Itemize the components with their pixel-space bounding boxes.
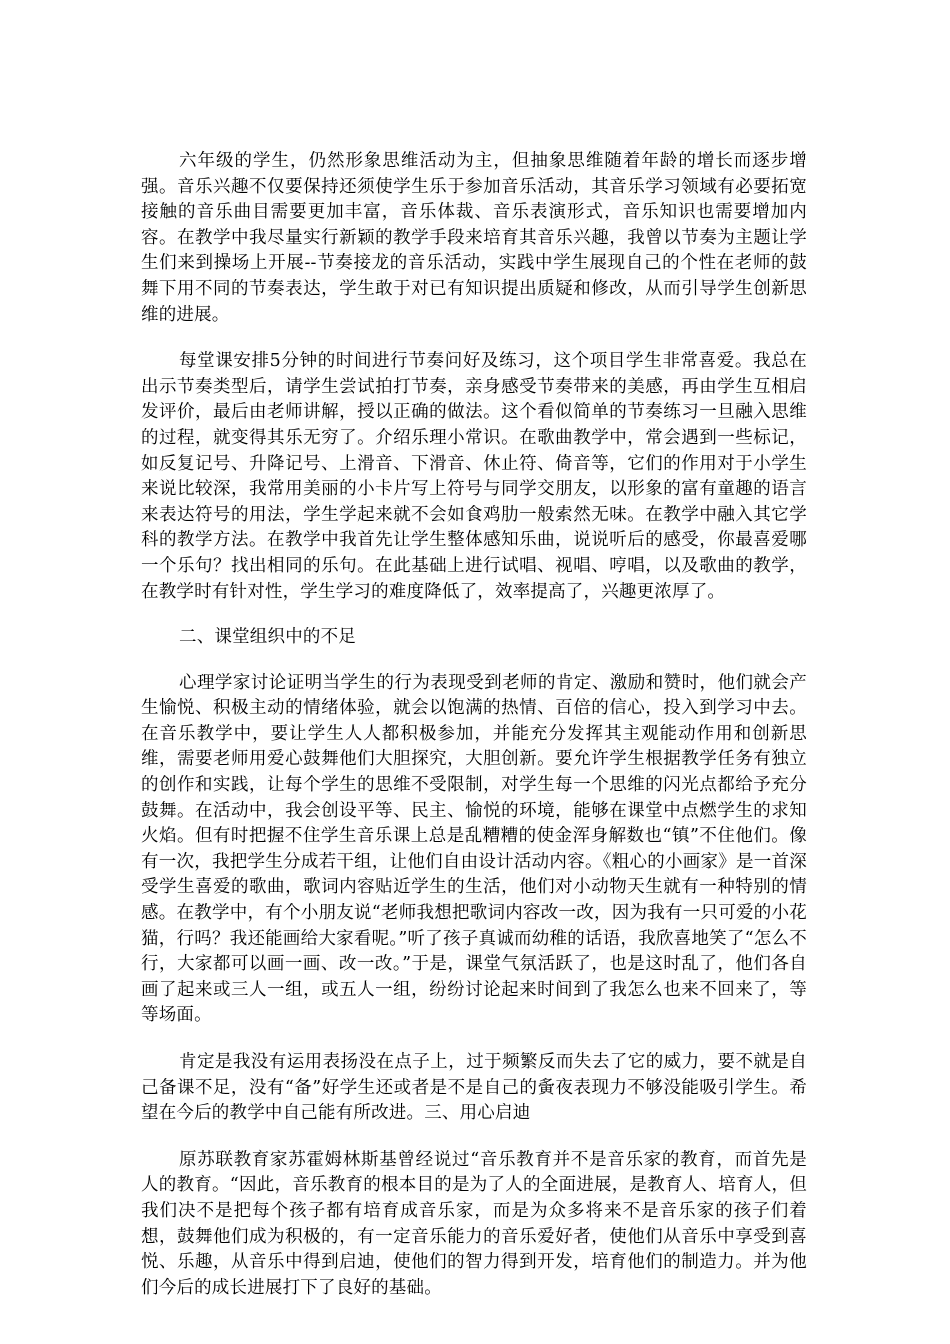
paragraph-self-reflection: 肯定是我没有运用表扬没在点子上，过于频繁反而失去了它的威力，要不就是自己备课不足，没有“备”好学生还或者是不是自己的夤夜表现力不够没能吸引学生。希望在今后的教学中自己能有所改进。三、用心启迪 [141,1052,807,1124]
section-heading-classroom-organization: 二、课堂组织中的不足 [179,627,356,648]
paragraph-sixth-grade-students: 六年级的学生，仍然形象思维活动为主，但抽象思维随着年龄的增长而逐步增强。音乐兴趣不仅要保持还须使学生乐于参加音乐活动，其音乐学习领域有必要拓宽接触的音乐曲目需要更加丰富，音乐体裁、音乐表演形式，音乐知识也需要增加内容。在教学中我尽量实行新颖的教学手段来培育其音乐兴趣，我曾以节奏为主题让学生们来到操场上开展--节奏接龙的音乐活动，实践中学生展现自己的个性在老师的鼓舞下用不同的节奏表达，学生敢于对已有知识提出质疑和修改，从而引导学生创新思维的进展。 [141,151,807,325]
document-page [141,149,807,1301]
paragraph-rhythm-practice: 每堂课安排5分钟的时间进行节奏问好及练习，这个项目学生非常喜爱。我总在出示节奏类型后，请学生尝试拍打节奏，亲身感受节奏带来的美感，再由学生互相启发评价，最后由老师讲解，授以正确的做法。这个看似简单的节奏练习一旦融入思维的过程，就变得其乐无穷了。介绍乐理小常识。在歌曲教学中，常会遇到一些标记，如反复记号、升降记号、上滑音、下滑音、休止符、倚音等，它们的作用对于小学生来说比较深，我常用美丽的小卡片写上符号与同学交朋友，以形象的富有童趣的语言来表达符号的用法，学生学起来就不会如食鸡肋一般索然无味。在教学中融入其它学科的教学方法。在教学中我首先让学生整体感知乐曲，说说听后的感受，你最喜爱哪一个乐句？找出相同的乐句。在此基础上进行试唱、视唱、哼唱，以及歌曲的教学，在教学时有针对性，学生学习的难度降低了，效率提高了，兴趣更浓厚了。 [141,351,807,602]
paragraph-sukhomlinsky-quote: 原苏联教育家苏霍姆林斯基曾经说过“音乐教育并不是音乐家的教育，而首先是人的教育。“因此，音乐教育的根本目的是为了人的全面进展，是教育人、培育人，但我们决不是把每个孩子都有培育成音乐家，而是为众多将来不是音乐家的孩子们着想，鼓舞他们成为积极的，有一定音乐能力的音乐爱好者，使他们从音乐中享受到喜悦、乐趣，从音乐中得到启迪，使他们的智力得到开发，培育他们的制造力。并为他们今后的成长进展打下了良好的基础。 [141,1149,807,1298]
paragraph-psychology-encouragement: 心理学家讨论证明当学生的行为表现受到老师的肯定、激励和赞时，他们就会产生愉悦、积极主动的情绪体验，就会以饱满的热情、百倍的信心，投入到学习中去。在音乐教学中，要让学生人人都积极参加，并能充分发挥其主观能动作用和创新思维，需要老师用爱心鼓舞他们大胆探究，大胆创新。要允许学生根据教学任务有独立的创作和实践，让每个学生的思维不受限制，对学生每一个思维的闪光点都给予充分鼓舞。在活动中，我会创设平等、民主、愉悦的环境，能够在课堂中点燃学生的求知火焰。但有时把握不住学生音乐课上总是乱糟糟的使金浑身解数也“镇”不住他们。像有一次，我把学生分成若干组，让他们自由设计活动内容。《粗心的小画家》是一首深受学生喜爱的歌曲，歌词内容贴近学生的生活，他们对小动物天生就有一种特别的情感。在教学中，有个小朋友说“老师我想把歌词内容改一改，因为我有一只可爱的小花猫，行吗？我还能画给大家看呢。”听了孩子真诚而幼稚的话语，我欣喜地笑了“怎么不行，大家都可以画一画、改一改。”于是，课堂气氛活跃了，也是这时乱了，他们各自画了起来或三人一组，或五人一组，纷纷讨论起来时间到了我怎么也来不回来了，等等场面。 [141,672,807,1026]
